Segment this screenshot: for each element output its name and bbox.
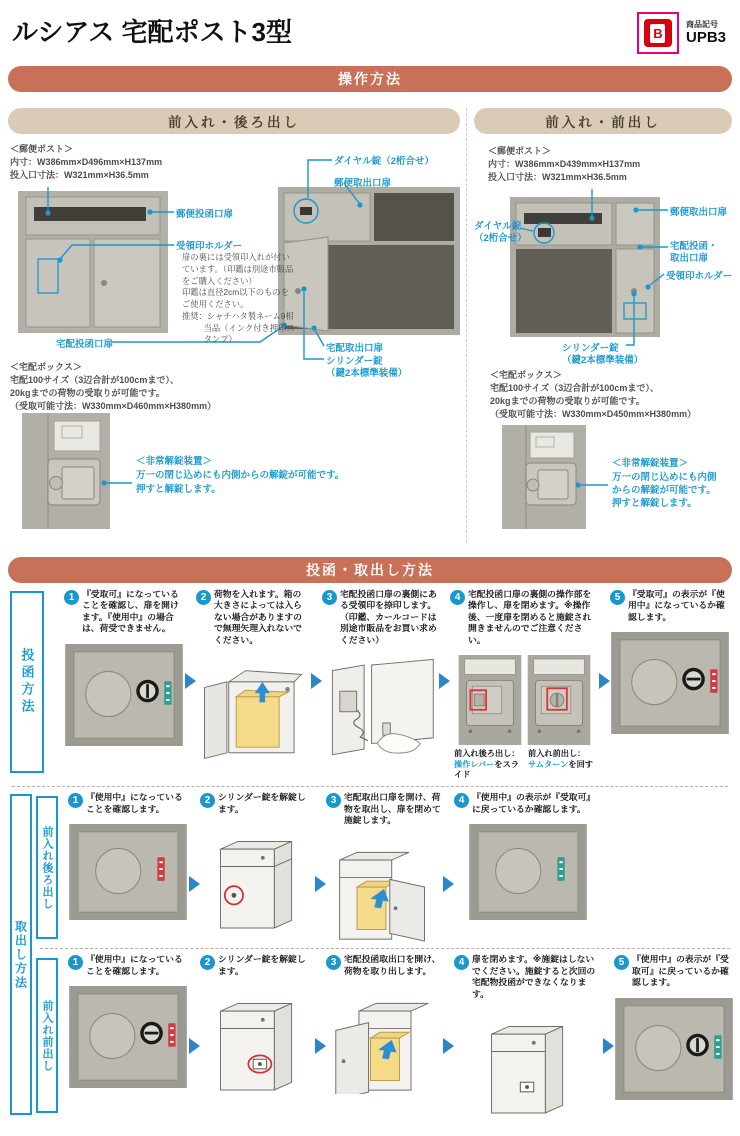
step-number-badge: 1 bbox=[68, 955, 83, 970]
step-number-badge: 4 bbox=[454, 955, 469, 970]
illustration-panel-ready bbox=[64, 644, 184, 746]
illustration-panel-ready bbox=[614, 998, 734, 1100]
front-step-1 bbox=[68, 954, 188, 1088]
mailpost-spec: ＜郵便ポスト＞ 内寸：W386mm×D496mm×H137mm 投入口寸法：W321mm×H36.5mm bbox=[10, 144, 163, 181]
label-cylinder-lock: シリンダー錠 bbox=[562, 343, 619, 354]
step-arrow bbox=[438, 589, 450, 689]
delivery-box-spec: ＜宅配ボックス＞ 宅配100サイズ（3辺合計が100cmまで）、 20kgまでの荷物の受取りが可能です。 （受取可能寸法：W330mm×D460mm×H380mm） bbox=[10, 362, 217, 412]
illustration-panel-in-use bbox=[68, 986, 188, 1088]
front-back-steps bbox=[68, 792, 734, 943]
diagram-front-in-front-out bbox=[474, 141, 732, 543]
illustration-stamp-receipt bbox=[322, 655, 438, 761]
label-parcel-door-line1: 宅配投函・ bbox=[670, 241, 718, 252]
product-label: 商品記号 bbox=[685, 19, 718, 29]
step-arrow bbox=[314, 792, 326, 892]
step-number-badge: 3 bbox=[326, 793, 341, 808]
column-front-in-front-out bbox=[466, 108, 732, 543]
illustration-insert-parcel bbox=[196, 655, 310, 761]
sidebar-front-front: 前入れ前出し bbox=[36, 958, 58, 1113]
illustration-unlock-cylinder-front bbox=[200, 986, 314, 1094]
back-step-3 bbox=[326, 792, 442, 943]
step-arrow bbox=[310, 589, 322, 689]
photo-open-unit bbox=[278, 187, 460, 335]
mechanism-captions bbox=[450, 749, 598, 781]
step-text: 扉を閉めます。※施錠はしないでください。施錠すると次回の宅配物投函ができなくなります。 bbox=[472, 954, 596, 999]
label-cylinder-lock-note: （鍵2本標準装備） bbox=[326, 368, 408, 379]
illustration-close-door bbox=[454, 1009, 602, 1117]
step-arrow bbox=[314, 954, 326, 1054]
methods-section bbox=[0, 583, 740, 1117]
label-cylinder-lock: シリンダー錠 bbox=[326, 356, 383, 367]
page-title: ルシアス 宅配ポスト3型 bbox=[12, 17, 292, 47]
step-number-badge: 5 bbox=[610, 590, 625, 605]
step-text: 宅配取出口扉を開け、荷物を取出し、扉を閉めて施錠します。 bbox=[344, 792, 441, 825]
posting-step-4 bbox=[450, 589, 598, 781]
step-text: シリンダー錠を解錠します。 bbox=[218, 954, 306, 976]
label-dial-lock: ダイヤル錠 bbox=[474, 221, 522, 232]
front-step-3 bbox=[326, 954, 442, 1094]
step-text: 『使用中』になっていることを確認します。 bbox=[86, 954, 183, 976]
step-arrow bbox=[598, 589, 610, 689]
label-parcel-pickup-door: 宅配取出口扉 bbox=[326, 343, 384, 354]
retrieval-methods bbox=[8, 792, 732, 1117]
step-number-badge: 3 bbox=[322, 590, 337, 605]
step-number-badge: 5 bbox=[614, 955, 629, 970]
illustration-operation-mechanisms bbox=[450, 655, 598, 745]
front-step-4 bbox=[454, 954, 602, 1117]
sidebar-retrieval-method: 取出し方法 bbox=[10, 794, 32, 1115]
brand-logo bbox=[637, 12, 679, 54]
posting-step-1 bbox=[64, 589, 184, 746]
mechanism-thumbturn bbox=[527, 655, 591, 745]
step-text: 『使用中』になっていることを確認します。 bbox=[86, 792, 183, 814]
brand-logo-square bbox=[644, 19, 672, 47]
front-step-2 bbox=[200, 954, 314, 1094]
posting-step-3 bbox=[322, 589, 438, 761]
back-step-1 bbox=[68, 792, 188, 920]
row-divider bbox=[40, 948, 730, 949]
label-dial-lock: ダイヤル錠（2桁合せ） bbox=[334, 156, 434, 167]
label-receipt-holder: 受領印ホルダー bbox=[666, 271, 733, 282]
label-receipt-holder: 受領印ホルダー bbox=[176, 241, 243, 252]
posting-step-2 bbox=[196, 589, 310, 761]
illustration-panel-ready bbox=[454, 824, 602, 920]
product-code-block bbox=[686, 20, 726, 46]
product-code: UPB3 bbox=[685, 28, 726, 46]
label-emergency-unlock: ＜非常解錠装置＞ bbox=[612, 458, 689, 469]
step-number-badge: 3 bbox=[326, 955, 341, 970]
receipt-holder-note: 扉の裏には受領印入れが付いています。（印鑑は別途市販品をご購入ください） 印鑑は直径2cm以下のものをご使用ください。 推奨：シャチハタ製ネーム9相当品（インク付き押印スタンプ） bbox=[182, 252, 295, 345]
row-front-back-retrieval bbox=[36, 792, 734, 943]
step-number-badge: 2 bbox=[200, 793, 215, 808]
section-banner-operation: 操作方法 bbox=[8, 66, 732, 92]
back-step-4 bbox=[454, 792, 602, 920]
posting-step-5 bbox=[610, 589, 730, 734]
label-parcel-drop-door: 宅配投函口扉 bbox=[56, 339, 114, 350]
label-cylinder-lock-note: （鍵2本標準装備） bbox=[562, 355, 644, 366]
illustration-panel-in-use bbox=[610, 632, 730, 734]
row-front-front-retrieval bbox=[36, 954, 734, 1117]
label-mail-pickup-door: 郵便取出口扉 bbox=[334, 178, 392, 189]
header bbox=[0, 0, 740, 54]
mechanism-lever bbox=[458, 655, 522, 745]
step-text: 宅配投函口扉の裏側にある受領印を捺印します。（印鑑、カールコードは別途市販品をお買い求めください） bbox=[340, 589, 437, 645]
illustration-take-out-parcel-front bbox=[326, 986, 442, 1094]
step-number-badge: 1 bbox=[68, 793, 83, 808]
mailpost-spec: ＜郵便ポスト＞ 内寸：W386mm×D439mm×H137mm 投入口寸法：W321mm×H36.5mm bbox=[488, 146, 641, 183]
caption-front-front: 前入れ前出し： サムターンを回す bbox=[528, 749, 593, 769]
product-mark bbox=[637, 12, 726, 54]
brand-logo-document-icon: B bbox=[650, 24, 665, 43]
photo-emergency-device bbox=[22, 413, 110, 529]
caption-front-back: 前入れ後ろ出し： 操作レバーをスライド bbox=[454, 749, 520, 780]
photo-closed-unit bbox=[18, 191, 168, 333]
step-arrow bbox=[442, 954, 454, 1054]
step-text: 『受取可』の表示が『使用中』になっているか確認します。 bbox=[628, 589, 725, 622]
row-divider bbox=[12, 786, 728, 787]
step-number-badge: 2 bbox=[196, 590, 211, 605]
emergency-note-line1: 万一の閉じ込めにも内側からの解錠が可能です。 bbox=[136, 470, 345, 481]
step-text: 『使用中』の表示が『受取可』に戻っているか確認します。 bbox=[472, 792, 596, 814]
step-arrow bbox=[602, 954, 614, 1054]
label-emergency-unlock: ＜非常解錠装置＞ bbox=[136, 456, 213, 467]
emergency-note-line3: 押すと解錠します。 bbox=[612, 498, 697, 509]
step-number-badge: 1 bbox=[64, 590, 79, 605]
step-arrow bbox=[442, 792, 454, 892]
step-text: 『受取可』になっていることを確認し、扉を開けます。『使用中』の場合は、荷受できません。 bbox=[82, 589, 179, 634]
column-front-in-back-out bbox=[8, 108, 460, 543]
step-text: 荷物を入れます。箱の大きさによっては入らない場合がありますので無理矢理入れないでください。 bbox=[214, 589, 302, 645]
step-number-badge: 2 bbox=[200, 955, 215, 970]
step-text: シリンダー錠を解錠します。 bbox=[218, 792, 306, 814]
emergency-note-line2: 押すと解錠します。 bbox=[136, 484, 221, 495]
photo-emergency-device bbox=[502, 425, 586, 529]
operation-section bbox=[0, 108, 740, 543]
step-text: 宅配投函取出口を開け、荷物を取り出します。 bbox=[344, 954, 441, 976]
column-banner-front-back: 前入れ・後ろ出し bbox=[8, 108, 460, 134]
illustration-take-out-parcel-rear bbox=[326, 835, 442, 943]
label-mail-drop-door: 郵便投函口扉 bbox=[176, 209, 234, 220]
diagram-front-in-back-out bbox=[8, 141, 460, 543]
step-number-badge: 4 bbox=[454, 793, 469, 808]
step-arrow bbox=[188, 954, 200, 1054]
column-banner-front-front: 前入れ・前出し bbox=[474, 108, 732, 134]
label-parcel-door-line2: 取出口扉 bbox=[670, 253, 709, 264]
illustration-panel-in-use bbox=[68, 824, 188, 920]
sidebar-posting-method: 投函方法 bbox=[10, 591, 44, 773]
emergency-note-line1: 万一の閉じ込めにも内側 bbox=[612, 472, 717, 483]
label-mail-pickup-door: 郵便取出口扉 bbox=[670, 207, 728, 218]
row-posting-method bbox=[8, 589, 732, 781]
delivery-box-spec: ＜宅配ボックス＞ 宅配100サイズ（3辺合計が100cmまで）、 20kgまでの荷物の受取りが可能です。 （受取可能寸法：W330mm×D450mm×H380mm） bbox=[490, 370, 697, 420]
front-front-steps bbox=[68, 954, 734, 1117]
step-arrow bbox=[188, 792, 200, 892]
photo-open-unit-front bbox=[510, 197, 660, 337]
emergency-note-line2: からの解錠が可能です。 bbox=[612, 485, 716, 496]
sidebar-front-back: 前入れ後ろ出し bbox=[36, 796, 58, 939]
posting-steps bbox=[64, 589, 732, 781]
step-text: 『使用中』の表示が『受取可』に戻っているか確認します。 bbox=[632, 954, 729, 988]
step-arrow bbox=[184, 589, 196, 689]
illustration-unlock-cylinder-rear bbox=[200, 824, 314, 932]
step-text: 宅配投函口扉の裏側の操作部を操作し、扉を閉めます。※操作後、一度扉を閉めると施錠され開きませんのでご注意ください。 bbox=[468, 589, 592, 645]
step-number-badge: 4 bbox=[450, 590, 465, 605]
back-step-2 bbox=[200, 792, 314, 932]
section-banner-methods: 投函・取出し方法 bbox=[8, 557, 732, 583]
label-dial-lock-note: （2桁合せ） bbox=[474, 233, 527, 244]
front-step-5 bbox=[614, 954, 734, 1099]
